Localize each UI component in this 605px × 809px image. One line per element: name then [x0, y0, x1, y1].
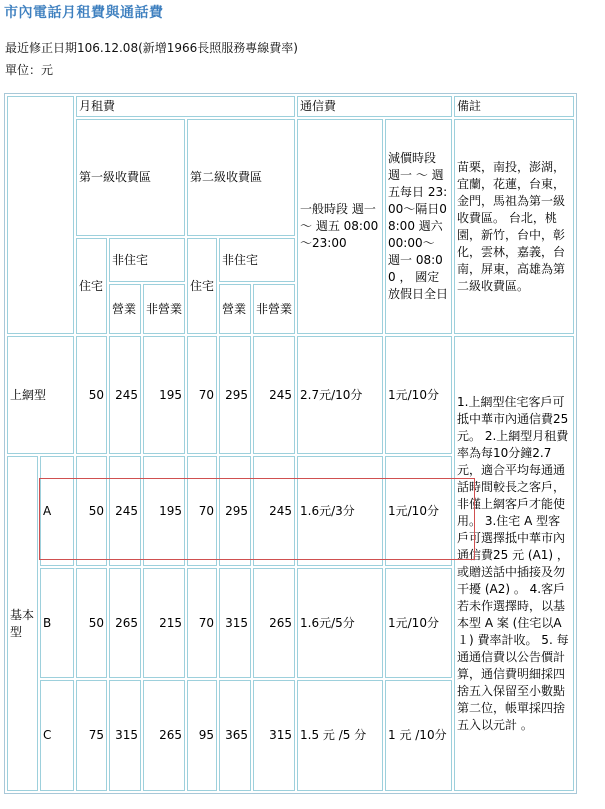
zone1-header: 第一級收費區 — [76, 119, 185, 236]
row-label-basic: 基本型 — [7, 456, 38, 791]
page-title: 市內電話月租費與通話費 — [4, 5, 164, 21]
cell-discount-rate: 1 元 /10分 — [385, 680, 452, 791]
zone2-non-residential-header: 非住宅 — [219, 238, 295, 282]
corner-cell — [7, 96, 74, 334]
table-row — [7, 336, 574, 454]
zone1-non-residential-header: 非住宅 — [109, 238, 185, 282]
cell-value: 315 — [109, 680, 141, 791]
cell-value: 50 — [76, 568, 107, 678]
notes-cell: 1.上網型住宅客戶可抵中華市內通信費25 元。 2.上網型月租費率為每10分鐘2.7元，適合平均每通通話時間較長之客戶，非僅上網客戶才能使用。 3.住宅 A 型客戶可選擇抵中華市內通信費25 元 (A1) ，或贈送話中插接及勿干擾 (A2) 。 4.客戶若未作選擇時，以基本型 A 案 (住宅以A１) 費率計收。 5. 每通通信費以公告價計算，通信費明細採四捨五入保留至小數點第二位，帳單採四捨五入以元計 。 — [454, 336, 574, 791]
row-label-a: A — [40, 456, 74, 566]
cell-value: 215 — [143, 568, 185, 678]
cell-value: 245 — [109, 456, 141, 566]
cell-value: 50 — [76, 456, 107, 566]
cell-normal-rate: 1.5 元 /5 分 — [297, 680, 383, 791]
call-fee-header: 通信費 — [297, 96, 452, 117]
cell-discount-rate: 1元/10分 — [385, 456, 452, 566]
cell-value: 195 — [143, 336, 185, 454]
zone2-non-business-header: 非營業 — [253, 284, 295, 334]
cell-value: 70 — [187, 336, 217, 454]
monthly-fee-header: 月租費 — [76, 96, 295, 117]
cell-value: 245 — [253, 456, 295, 566]
cell-discount-rate: 1元/10分 — [385, 336, 452, 454]
cell-value: 365 — [219, 680, 251, 791]
cell-value: 295 — [219, 456, 251, 566]
cell-value: 195 — [143, 456, 185, 566]
row-label-online: 上網型 — [7, 336, 74, 454]
row-label-b: B — [40, 568, 74, 678]
cell-value: 70 — [187, 568, 217, 678]
zone2-header: 第二級收費區 — [187, 119, 295, 236]
rate-table — [4, 93, 577, 794]
cell-value: 265 — [109, 568, 141, 678]
cell-value: 265 — [253, 568, 295, 678]
zone1-business-header: 營業 — [109, 284, 141, 334]
remarks-header: 備註 — [454, 96, 574, 117]
cell-value: 75 — [76, 680, 107, 791]
zone1-residential-header: 住宅 — [76, 238, 107, 334]
cell-discount-rate: 1元/10分 — [385, 568, 452, 678]
zone1-non-business-header: 非營業 — [143, 284, 185, 334]
cell-normal-rate: 1.6元/3分 — [297, 456, 383, 566]
cell-value: 315 — [219, 568, 251, 678]
unit-label: 單位：元 — [5, 63, 54, 77]
cell-value: 245 — [253, 336, 295, 454]
cell-value: 265 — [143, 680, 185, 791]
cell-value: 70 — [187, 456, 217, 566]
normal-period-header: 一般時段 週一 ～ 週五 08:00～23:00 — [297, 119, 383, 334]
cell-value: 295 — [219, 336, 251, 454]
zone2-residential-header: 住宅 — [187, 238, 217, 334]
cell-value: 245 — [109, 336, 141, 454]
cell-value: 95 — [187, 680, 217, 791]
discount-period-header: 減價時段 週一 ～ 週五每日 23:00～隔日08:00 週六 00:00～ 週一 08:00 ， 國定放假日全日 — [385, 119, 452, 334]
revision-date: 最近修正日期106.12.08(新增1966長照服務專線費率) — [5, 41, 298, 55]
cell-normal-rate: 1.6元/5分 — [297, 568, 383, 678]
zone2-business-header: 營業 — [219, 284, 251, 334]
cell-normal-rate: 2.7元/10分 — [297, 336, 383, 454]
row-label-c: C — [40, 680, 74, 791]
cell-value: 50 — [76, 336, 107, 454]
cell-value: 315 — [253, 680, 295, 791]
zone-note: 苗栗，南投，澎湖，宜蘭，花蓮，台東，金門，馬祖為第一級收費區。 台北，桃園，新竹，台中，彰化，雲林，嘉義，台南，屏東，高雄為第二級收費區。 — [454, 119, 574, 334]
